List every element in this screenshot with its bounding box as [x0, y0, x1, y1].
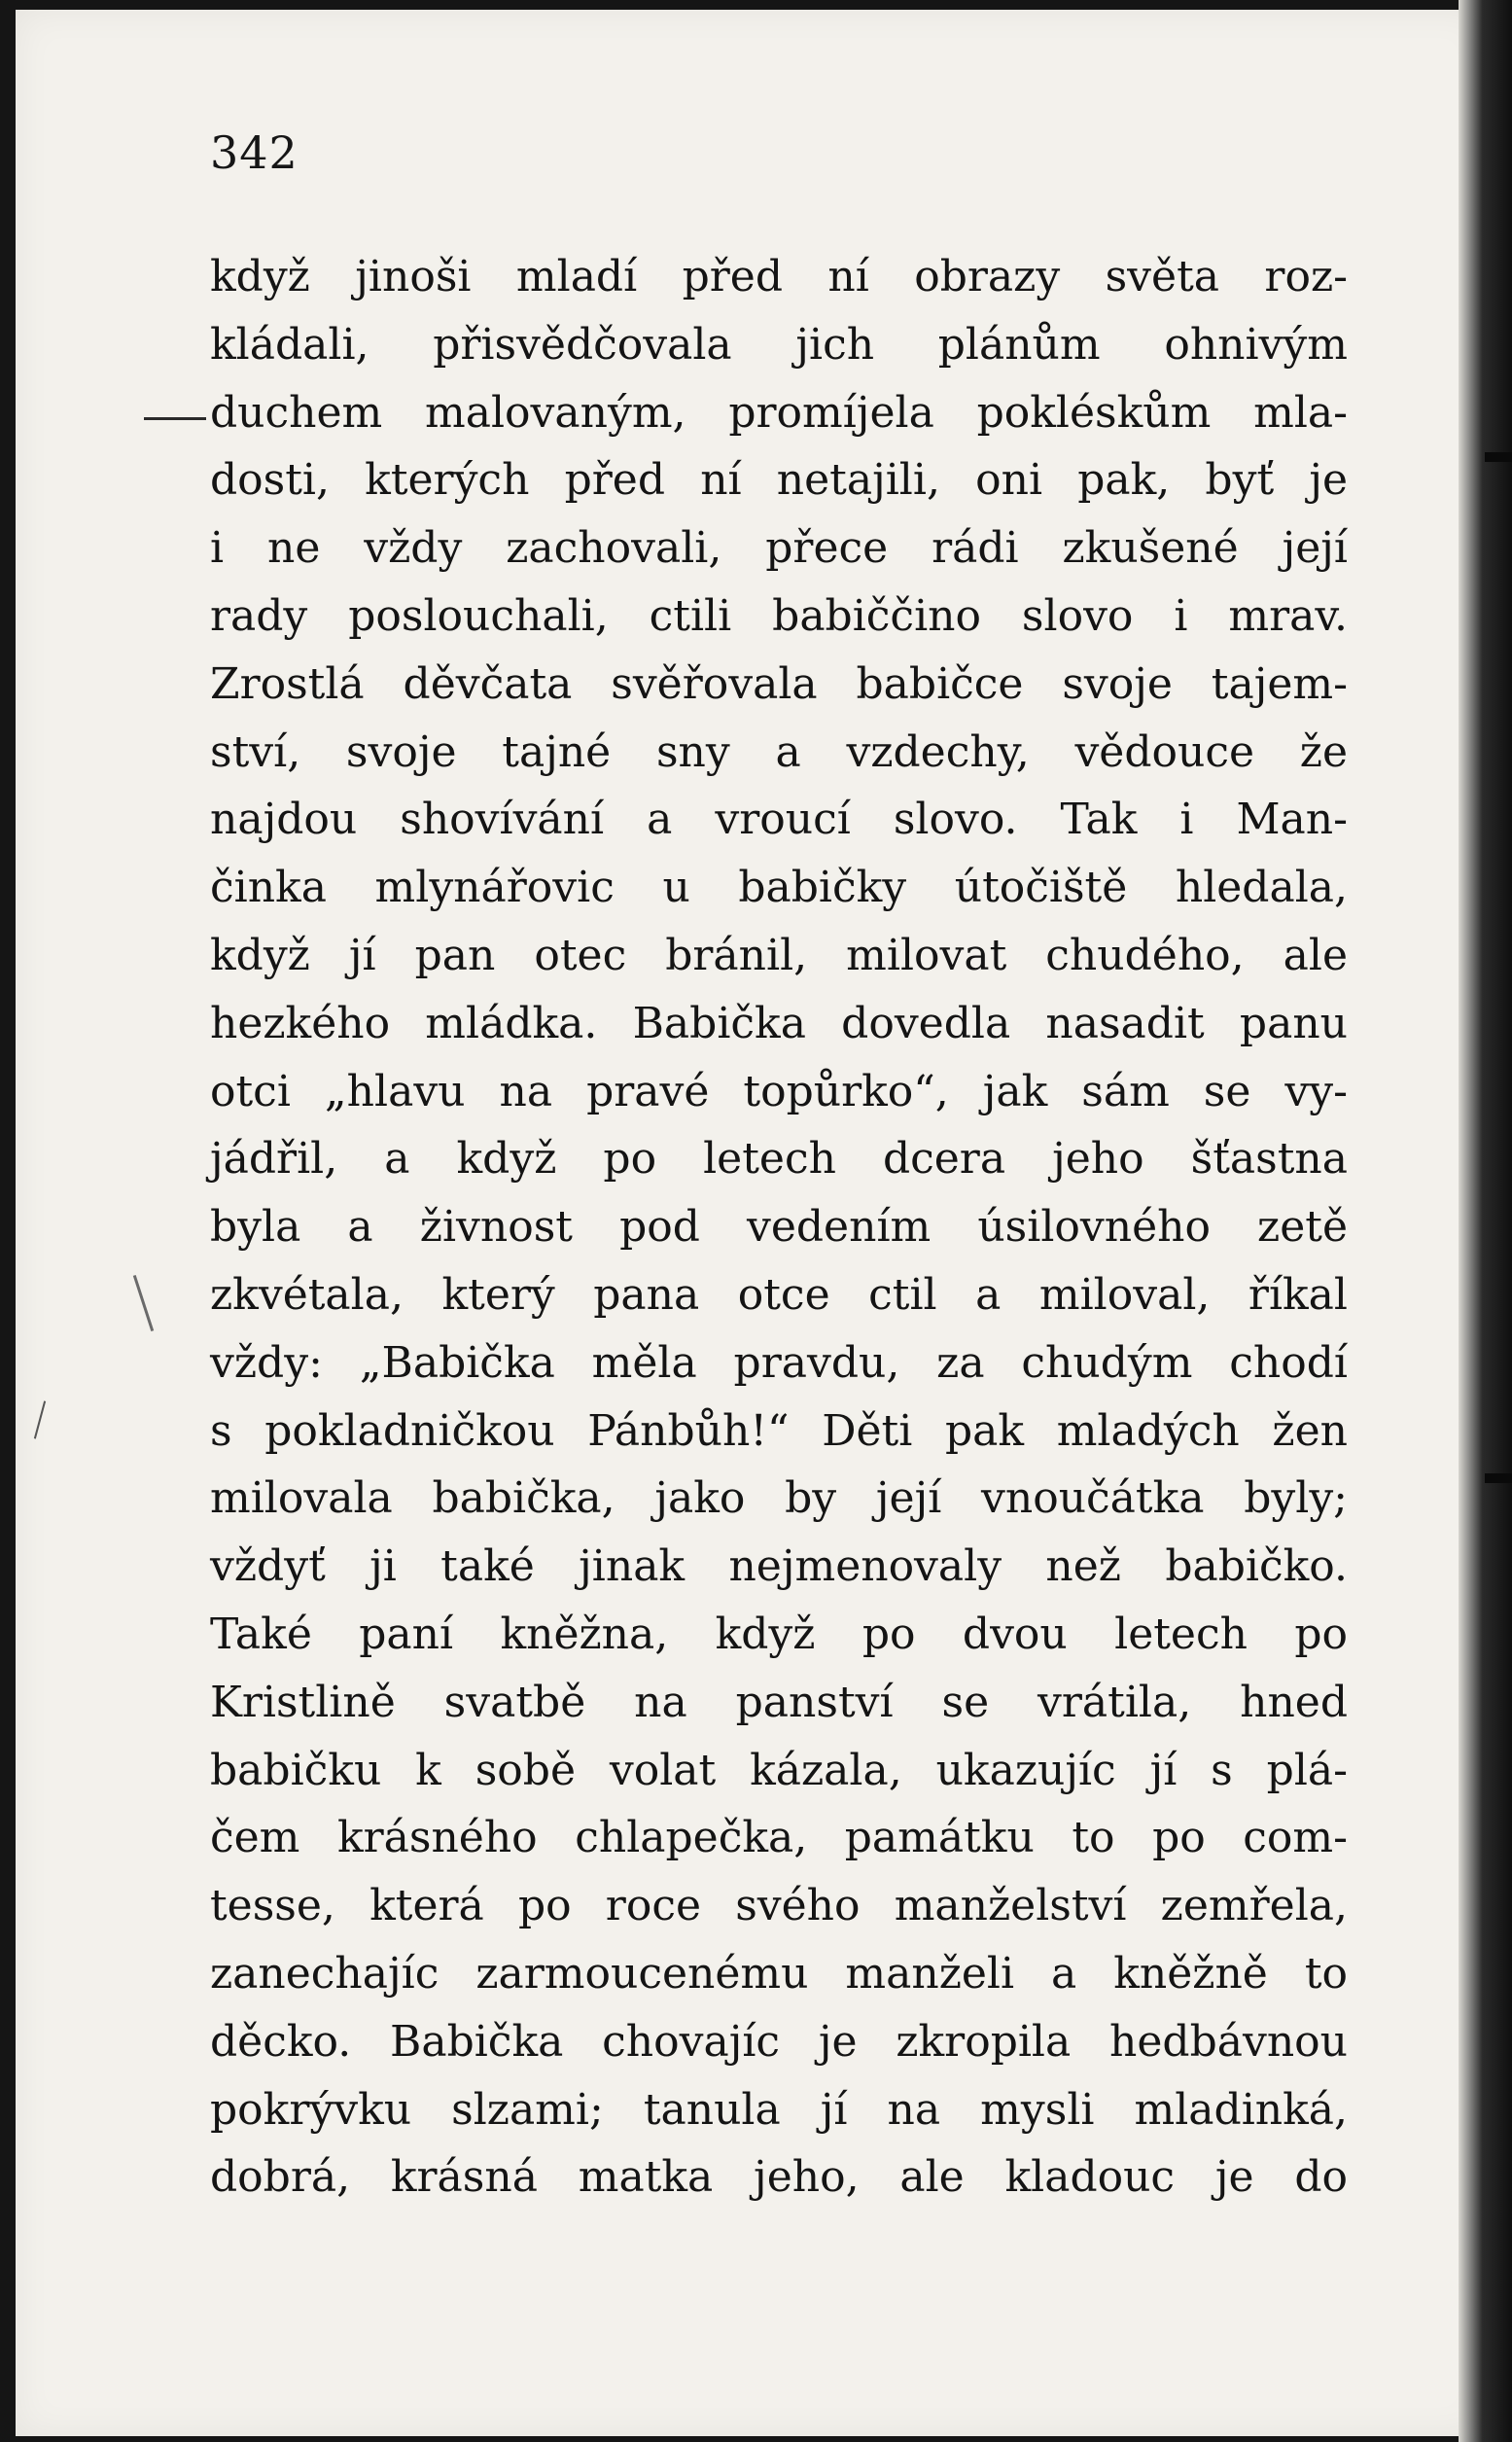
text-line: duchem malovaným, promíjela pokléskům mla-: [210, 387, 1348, 438]
text-line: rady poslouchali, ctili babiččino slovo i mrav.: [210, 590, 1348, 641]
page-number: 342: [210, 126, 299, 179]
text-line: činka mlynářovic u babičky útočiště hledala,: [210, 863, 1348, 913]
text-line: vždyť ji také jinak nejmenovaly než babičko.: [210, 1541, 1348, 1592]
body-text: [210, 243, 1348, 2212]
text-line: pokrývku slzami; tanula jí na mysli mladinká,: [210, 2084, 1348, 2135]
text-line: dosti, kterých před ní netajili, oni pak, byť je: [210, 455, 1348, 506]
text-line: dobrá, krásná matka jeho, ale kladouc je do: [210, 2152, 1348, 2203]
text-line: byla a živnost pod vedením úsilovného zetě: [210, 1202, 1348, 1253]
binding-mark: [1485, 1473, 1512, 1483]
text-line: Zrostlá děvčata svěřovala babičce svoje tajem-: [210, 658, 1348, 709]
text-line: babičku k sobě volat kázala, ukazujíc jí s plá-: [210, 1745, 1348, 1795]
binding-mark: [1485, 452, 1512, 462]
text-line: Kristlině svatbě na panství se vrátila, hned: [210, 1677, 1348, 1727]
margin-pencil-dash: [144, 417, 206, 420]
text-line: zkvétala, který pana otce ctil a miloval, říkal: [210, 1269, 1348, 1320]
text-line: Také paní kněžna, když po dvou letech po: [210, 1609, 1348, 1659]
text-line: milovala babička, jako by její vnoučátka byly;: [210, 1473, 1348, 1524]
text-line: s pokladničkou Pánbůh!“ Děti pak mladých žen: [210, 1405, 1348, 1456]
text-line: čem krásného chlapečka, památku to po com-: [210, 1813, 1348, 1863]
text-line: kládali, přisvědčovala jich plánům ohnivým: [210, 319, 1348, 370]
text-line: najdou shovívání a vroucí slovo. Tak i Man-: [210, 795, 1348, 845]
text-line: i ne vždy zachovali, přece rádi zkušené její: [210, 523, 1348, 574]
text-line: ství, svoje tajné sny a vzdechy, vědouce že: [210, 726, 1348, 777]
page-binding-edge: [1459, 0, 1512, 2442]
text-line: když jí pan otec bránil, milovat chudého, ale: [210, 930, 1348, 980]
text-line: tesse, která po roce svého manželství zemřela,: [210, 1881, 1348, 1931]
text-line: otci „hlavu na pravé topůrko“, jak sám se vy-: [210, 1066, 1348, 1116]
text-line: když jinoši mladí před ní obrazy světa roz-: [210, 252, 1348, 301]
text-line: jádřil, a když po letech dcera jeho šťastna: [210, 1134, 1348, 1185]
text-line: děcko. Babička chovajíc je zkropila hedbávnou: [210, 2016, 1348, 2067]
text-line: hezkého mládka. Babička dovedla nasadit panu: [210, 998, 1348, 1048]
text-line: vždy: „Babička měla pravdu, za chudým chodí: [210, 1337, 1348, 1388]
text-line: zanechajíc zarmoucenému manželi a kněžně to: [210, 1948, 1348, 1999]
